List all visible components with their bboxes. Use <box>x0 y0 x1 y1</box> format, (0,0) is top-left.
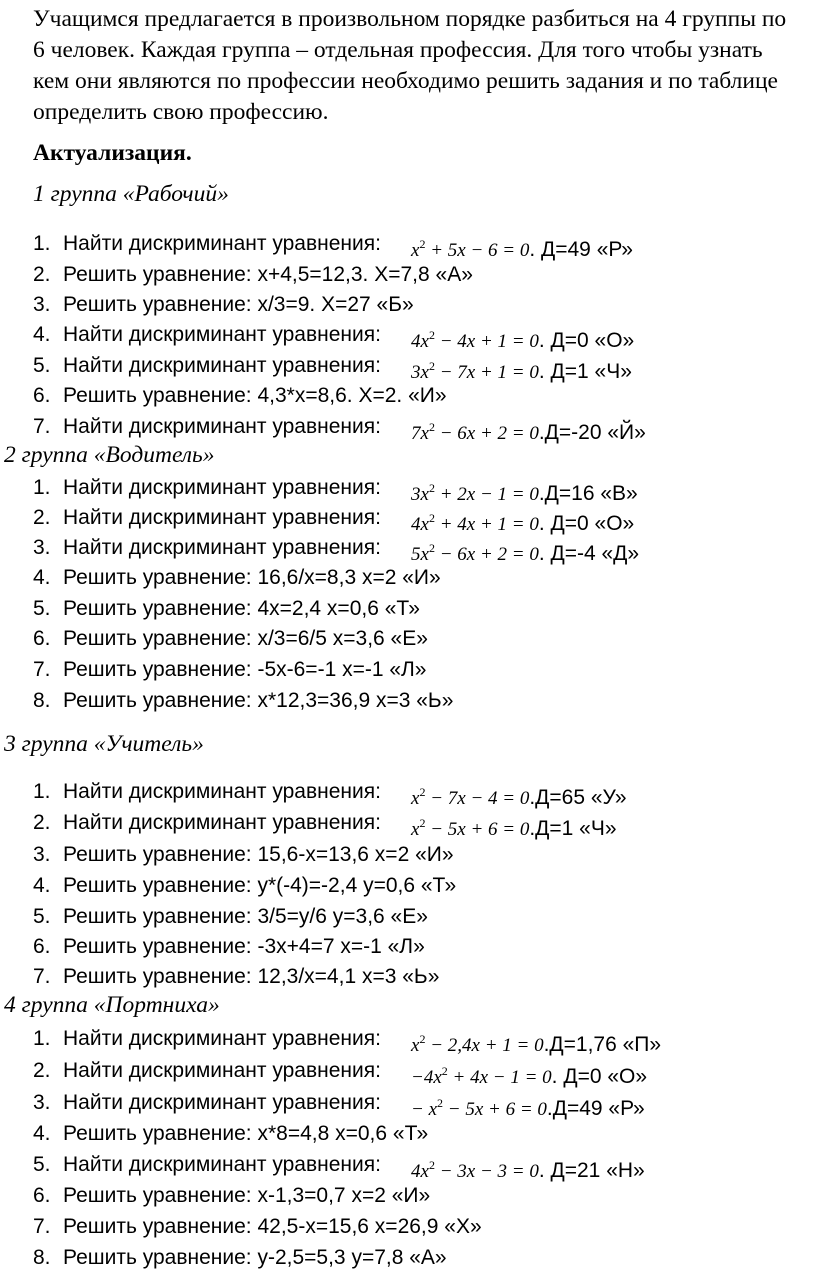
equation-rest: + 4x + 1 = 0 <box>434 514 539 535</box>
task-text <box>63 351 632 383</box>
equation-exponent: 2 <box>419 237 426 251</box>
task-label: Решить уравнение: х+4,5=12,3. Х=7,8 «А» <box>63 263 473 286</box>
section-heading: Актуализация. <box>33 140 192 166</box>
equation-exponent: 2 <box>428 1158 435 1172</box>
equation-rest: − 4x + 1 = 0 <box>434 331 539 352</box>
task-label: Найти дискриминант уравнения: <box>63 1059 381 1082</box>
task-number: 5. <box>33 905 51 928</box>
task-answer: . Д=-4 «Д» <box>538 542 640 565</box>
task-number: 2. <box>33 506 51 529</box>
task-answer: . Д=0 «О» <box>538 512 635 535</box>
equation-exponent: 2 <box>428 420 435 434</box>
task-text <box>63 686 453 716</box>
equation <box>411 1150 645 1187</box>
task-label: Решить уравнение: х/3=6/5 х=3,6 «Е» <box>63 627 428 650</box>
group-title: 2 группа «Водитель» <box>4 442 215 468</box>
task-answer: .Д=65 «У» <box>529 786 627 809</box>
equation <box>411 533 639 570</box>
task-text <box>63 655 427 685</box>
task-number: 7. <box>33 658 51 681</box>
equation-exponent: 2 <box>428 541 435 555</box>
equation-exponent: 2 <box>428 359 435 373</box>
task-number: 1. <box>33 1027 51 1050</box>
task-number: 3. <box>33 1091 51 1114</box>
task-number: 4. <box>33 1122 51 1145</box>
task-number: 1. <box>33 232 51 255</box>
task-number: 5. <box>33 597 51 620</box>
equation-rest: − 7x + 1 = 0 <box>434 362 539 383</box>
task-number: 4. <box>33 323 51 346</box>
task-number: 3. <box>33 293 51 316</box>
task-label: Решить уравнение: 3/5=у/6 у=3,6 «Е» <box>63 905 428 928</box>
task-answer: .Д=-20 «Й» <box>538 421 646 444</box>
task-number: 5. <box>33 354 51 377</box>
task-text <box>63 1243 447 1273</box>
task-text <box>63 229 633 261</box>
task-label: Найти дискриминант уравнения: <box>63 506 381 529</box>
task-text <box>63 473 638 505</box>
intro-paragraph: Учащимся предлагается в произвольном порядке разбиться на 4 группы по 6 человек. Каждая группа – отдельная профессия. Для того чтобы узнать кем они являются по профессии необходимо решить задания и по таблице определить свою профессию. <box>33 6 787 125</box>
equation-exponent: 2 <box>428 511 435 525</box>
equation-exponent: 2 <box>437 1096 444 1110</box>
task-number: 1. <box>33 476 51 499</box>
task-number: 4. <box>33 874 51 897</box>
task-number: 7. <box>33 415 51 438</box>
equation-exponent: 2 <box>419 785 426 799</box>
equation-leading-term: x <box>411 819 420 840</box>
task-text <box>63 624 428 654</box>
equation-rest: − 7x − 4 = 0 <box>425 788 530 809</box>
task-text <box>63 1150 645 1182</box>
equation-rest: − 5x + 6 = 0 <box>425 819 530 840</box>
task-text <box>63 260 473 290</box>
equation-leading-term: 5x <box>411 544 429 565</box>
task-label: Найти дискриминант уравнения: <box>63 476 381 499</box>
task-label: Найти дискриминант уравнения: <box>63 1091 381 1114</box>
equation-rest: − 6x + 2 = 0 <box>434 544 539 565</box>
equation-rest: − 5x + 6 = 0 <box>443 1099 547 1120</box>
task-label: Найти дискриминант уравнения: <box>63 536 381 559</box>
task-answer: . Д=0 «О» <box>551 1065 648 1088</box>
task-label: Решить уравнение: х-1,3=0,7 х=2 «И» <box>63 1184 431 1207</box>
task-text <box>63 840 454 870</box>
task-label: Решить уравнение: у-2,5=5,3 у=7,8 «А» <box>63 1246 447 1269</box>
task-number: 1. <box>33 780 51 803</box>
task-text <box>63 962 439 992</box>
task-label: Решить уравнение: 4,3*х=8,6. Х=2. «И» <box>63 384 447 407</box>
task-text <box>63 1119 428 1149</box>
task-label: Решить уравнение: 12,3/х=4,1 х=3 «Ь» <box>63 965 440 988</box>
task-label: Найти дискриминант уравнения: <box>63 354 381 377</box>
task-text <box>63 1088 645 1120</box>
task-text <box>63 533 640 565</box>
task-text <box>63 932 425 962</box>
group-title: 4 группа «Портниха» <box>4 992 220 1018</box>
task-label: Решить уравнение: 16,6/х=8,3 х=2 «И» <box>63 566 441 589</box>
task-label: Найти дискриминант уравнения: <box>63 232 381 255</box>
equation-leading-term: x <box>411 240 420 261</box>
task-text <box>63 777 627 809</box>
task-number: 8. <box>33 689 51 712</box>
task-number: 2. <box>33 263 51 286</box>
task-text <box>63 808 617 840</box>
equation-leading-term: 3x <box>411 362 429 383</box>
task-text <box>63 1181 430 1211</box>
task-label: Решить уравнение: 42,5-х=15,6 х=26,9 «Х» <box>63 1215 482 1238</box>
task-label: Найти дискриминант уравнения: <box>63 415 381 438</box>
task-text <box>63 871 456 901</box>
group-title: 1 группа «Рабочий» <box>33 181 229 207</box>
task-answer: .Д=49 «Р» <box>546 1097 645 1120</box>
equation-leading-term: 4x <box>411 1161 429 1182</box>
task-text <box>63 1212 482 1242</box>
equation-leading-term: −4x <box>411 1067 442 1088</box>
equation <box>411 1088 645 1125</box>
task-label: Решить уравнение: 15,6-х=13,6 х=2 «И» <box>63 843 454 866</box>
task-answer: .Д=1,76 «П» <box>543 1033 662 1056</box>
task-label: Решить уравнение: 4х=2,4 х=0,6 «Т» <box>63 597 420 620</box>
task-label: Решить уравнение: -3х+4=7 х=-1 «Л» <box>63 935 425 958</box>
task-number: 6. <box>33 1184 51 1207</box>
equation-leading-term: − x <box>411 1099 438 1120</box>
task-label: Решить уравнение: х*12,3=36,9 х=3 «Ь» <box>63 689 454 712</box>
task-answer: .Д=16 «В» <box>538 482 638 505</box>
equation-leading-term: 4x <box>411 514 429 535</box>
equation-exponent: 2 <box>441 1064 448 1078</box>
task-answer: . Д=0 «О» <box>538 329 635 352</box>
task-number: 8. <box>33 1246 51 1269</box>
group-title: 3 группа «Учитель» <box>4 731 204 757</box>
task-text <box>63 1056 648 1088</box>
task-text <box>63 594 420 624</box>
task-label: Найти дискриминант уравнения: <box>63 1027 381 1050</box>
task-number: 2. <box>33 811 51 834</box>
equation-leading-term: x <box>411 1035 420 1056</box>
task-label: Решить уравнение: х/3=9. Х=27 «Б» <box>63 293 414 316</box>
equation <box>411 412 646 449</box>
equation-leading-term: 7x <box>411 423 429 444</box>
task-text <box>63 1024 662 1056</box>
task-text <box>63 320 635 352</box>
task-answer: . Д=49 «Р» <box>529 238 633 261</box>
equation-rest: + 2x − 1 = 0 <box>434 484 539 505</box>
equation-exponent: 2 <box>428 328 435 342</box>
equation-rest: + 5x − 6 = 0 <box>425 240 530 261</box>
equation-rest: − 3x − 3 = 0 <box>434 1161 539 1182</box>
task-text <box>63 381 447 411</box>
equation-leading-term: 3x <box>411 484 429 505</box>
equation-exponent: 2 <box>419 816 426 830</box>
task-number: 7. <box>33 1215 51 1238</box>
task-number: 6. <box>33 935 51 958</box>
task-number: 3. <box>33 843 51 866</box>
task-number: 6. <box>33 384 51 407</box>
task-text <box>63 412 646 444</box>
equation-rest: − 2,4x + 1 = 0 <box>425 1035 544 1056</box>
task-number: 2. <box>33 1059 51 1082</box>
task-number: 5. <box>33 1153 51 1176</box>
task-label: Найти дискриминант уравнения: <box>63 323 381 346</box>
task-label: Решить уравнение: у*(-4)=-2,4 у=0,6 «Т» <box>63 874 457 897</box>
task-number: 6. <box>33 627 51 650</box>
task-number: 3. <box>33 536 51 559</box>
task-text <box>63 290 414 320</box>
task-answer: . Д=21 «Н» <box>538 1159 645 1182</box>
equation-exponent: 2 <box>428 481 435 495</box>
task-label: Решить уравнение: -5х-6=-1 х=-1 «Л» <box>63 658 427 681</box>
equation-rest: + 4x − 1 = 0 <box>447 1067 552 1088</box>
equation-leading-term: 4x <box>411 331 429 352</box>
task-answer: .Д=1 «Ч» <box>529 817 617 840</box>
task-number: 4. <box>33 566 51 589</box>
equation-leading-term: x <box>411 788 420 809</box>
task-label: Найти дискриминант уравнения: <box>63 780 381 803</box>
task-number: 7. <box>33 965 51 988</box>
task-label: Найти дискриминант уравнения: <box>63 811 381 834</box>
task-text <box>63 563 441 593</box>
task-label: Решить уравнение: х*8=4,8 х=0,6 «Т» <box>63 1122 429 1145</box>
task-answer: . Д=1 «Ч» <box>538 360 632 383</box>
task-text <box>63 503 635 535</box>
task-text <box>63 902 428 932</box>
equation-exponent: 2 <box>419 1032 426 1046</box>
equation-rest: − 6x + 2 = 0 <box>434 423 539 444</box>
task-label: Найти дискриминант уравнения: <box>63 1153 381 1176</box>
